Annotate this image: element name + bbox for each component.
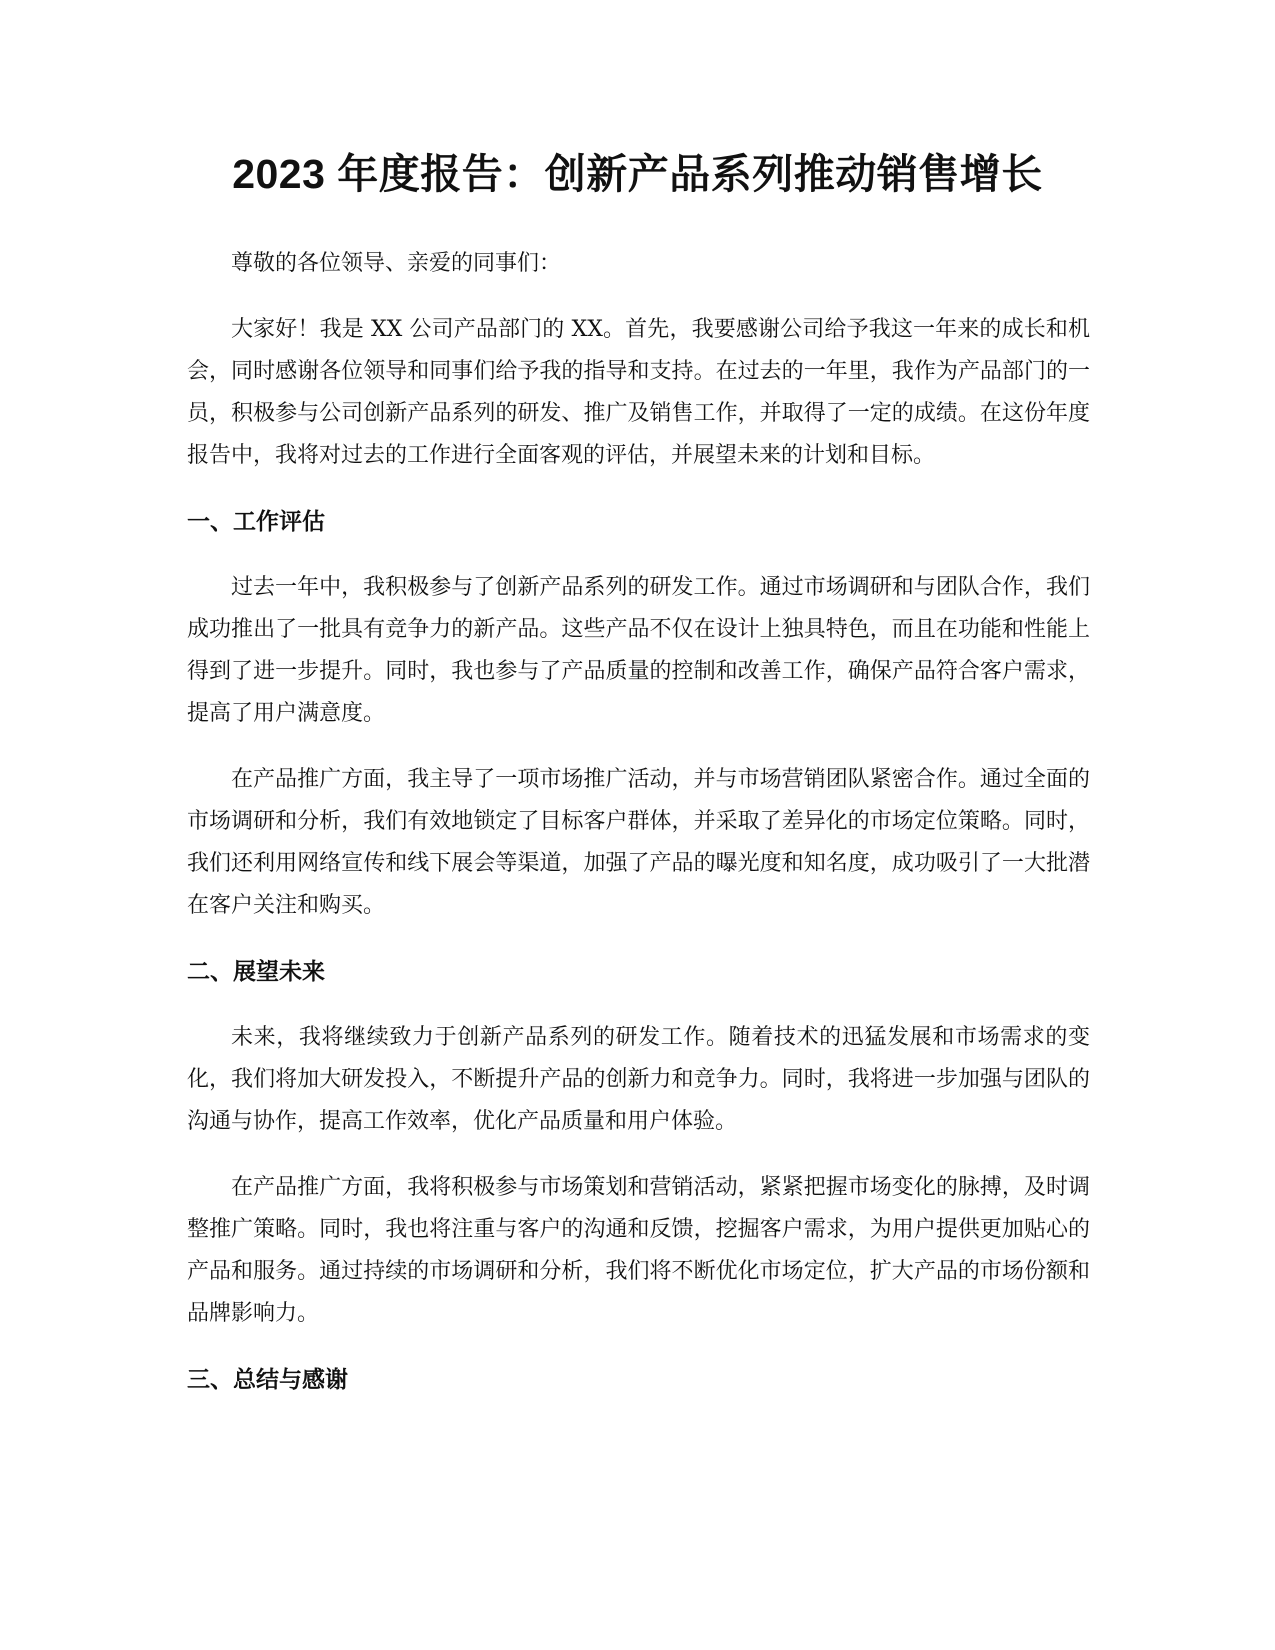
section-heading-work-evaluation: 一、工作评估 [187,509,325,535]
future-outlook-paragraph-2: 在产品推广方面，我将积极参与市场策划和营销活动，紧紧把握市场变化的脉搏，及时调整推广策略。同时，我也将注重与客户的沟通和反馈，挖掘客户需求，为用户提供更加贴心的产品和服务。通过持续的市场调研和分析，我们将不断优化市场定位，扩大产品的市场份额和品牌影响力。 [187,1175,1090,1326]
document-body [187,243,1090,1425]
work-evaluation-paragraph-2: 在产品推广方面，我主导了一项市场推广活动，并与市场营销团队紧密合作。通过全面的市场调研和分析，我们有效地锁定了目标客户群体，并采取了差异化的市场定位策略。同时，我们还利用网络宣传和线下展会等渠道，加强了产品的曝光度和知名度，成功吸引了一大批潜在客户关注和购买。 [187,767,1090,918]
work-evaluation-paragraph-1: 过去一年中，我积极参与了创新产品系列的研发工作。通过市场调研和与团队合作，我们成功推出了一批具有竞争力的新产品。这些产品不仅在设计上独具特色，而且在功能和性能上得到了进一步提升。同时，我也参与了产品质量的控制和改善工作，确保产品符合客户需求，提高了用户满意度。 [187,575,1090,726]
section-heading-summary-thanks: 三、总结与感谢 [187,1367,348,1393]
document-title: 2023 年度报告：创新产品系列推动销售增长 [232,151,1043,197]
greeting-paragraph: 尊敬的各位领导、亲爱的同事们： [231,251,562,276]
section-heading-future-outlook: 二、展望未来 [187,959,325,985]
intro-paragraph: 大家好！我是 XX 公司产品部门的 XX。首先，我要感谢公司给予我这一年来的成长和机会，同时感谢各位领导和同事们给予我的指导和支持。在过去的一年里，我作为产品部门的一员，积极参与公司创新产品系列的研发、推广及销售工作，并取得了一定的成绩。在这份年度报告中，我将对过去的工作进行全面客观的评估，并展望未来的计划和目标。 [187,317,1090,468]
future-outlook-paragraph-1: 未来，我将继续致力于创新产品系列的研发工作。随着技术的迅猛发展和市场需求的变化，我们将加大研发投入，不断提升产品的创新力和竞争力。同时，我将进一步加强与团队的沟通与协作，提高工作效率，优化产品质量和用户体验。 [187,1025,1090,1134]
